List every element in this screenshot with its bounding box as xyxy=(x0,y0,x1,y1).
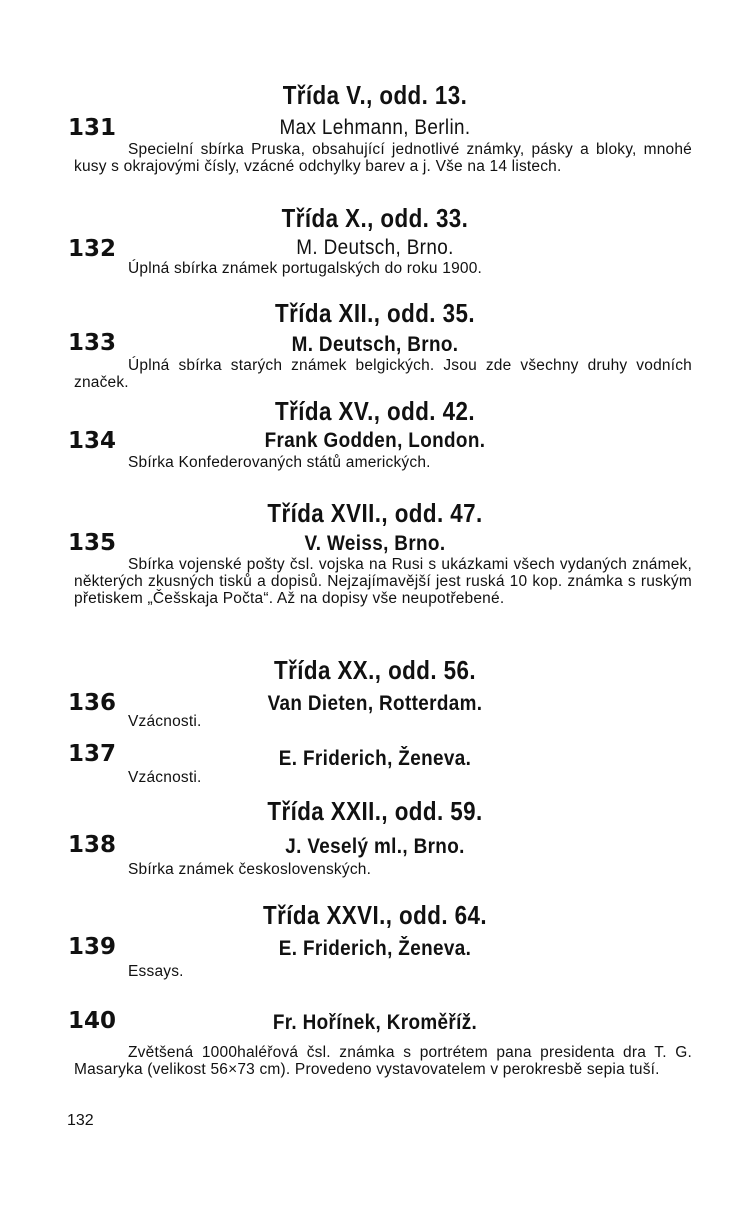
exhibitor-name: Frank Godden, London. xyxy=(264,429,486,452)
class-heading: Třída XX., odd. 56. xyxy=(273,655,476,685)
exhibitor-name: Max Lehmann, Berlin. xyxy=(279,116,471,139)
exhibitor-name: Fr. Hořínek, Kroměříž. xyxy=(272,1011,478,1034)
entry-description: Úplná sbírka starých známek belgických. Jsou zde všechny druhy vodních značek. xyxy=(74,357,692,391)
entry-number: 136 xyxy=(68,690,117,716)
class-heading: Třída XVII., odd. 47. xyxy=(267,498,483,528)
exhibitor-name: E. Friderich, Ženeva. xyxy=(278,747,472,770)
entry-description: Úplná sbírka známek portugalských do roku 1900. xyxy=(128,260,483,277)
entry-description: Vzácnosti. xyxy=(128,713,202,730)
entry-description: Essays. xyxy=(128,963,184,980)
class-heading: Třída XXII., odd. 59. xyxy=(267,796,483,826)
entry-number: 135 xyxy=(68,530,117,556)
class-heading: Třída XV., odd. 42. xyxy=(275,396,475,426)
entry-number: 138 xyxy=(68,832,117,858)
exhibitor-name: M. Deutsch, Brno. xyxy=(291,333,459,356)
page-number: 132 xyxy=(67,1112,94,1129)
class-heading: Třída XXVI., odd. 64. xyxy=(262,900,487,930)
exhibitor-name: V. Weiss, Brno. xyxy=(304,532,446,555)
exhibitor-name: J. Veselý ml., Brno. xyxy=(285,835,465,858)
class-heading: Třída X., odd. 33. xyxy=(281,203,469,233)
class-heading: Třída V., odd. 13. xyxy=(282,80,468,110)
entry-number: 140 xyxy=(68,1008,117,1034)
entry-description: Sbírka Konfederovaných států amerických. xyxy=(128,454,431,471)
exhibitor-name: E. Friderich, Ženeva. xyxy=(278,937,472,960)
exhibitor-name: Van Dieten, Rotterdam. xyxy=(267,692,483,715)
exhibitor-name: M. Deutsch, Brno. xyxy=(296,236,454,259)
entry-number: 132 xyxy=(68,236,117,262)
entry-description: Sbírka známek československých. xyxy=(128,861,372,878)
entry-description: Vzácnosti. xyxy=(128,769,202,786)
entry-number: 139 xyxy=(68,934,117,960)
entry-description: Zvětšená 1000haléřová čsl. známka s portrétem pana presidenta dra T. G. Masaryka (velikost 56×73 cm). Provedeno vystavovatelem v perokresbě sepia tuší. xyxy=(74,1044,692,1078)
entry-description: Sbírka vojenské pošty čsl. vojska na Rusi s ukázkami všech vydaných známek, některých zkusných tisků a dopisů. Nejzajímavější jest ruská 10 kop. známka s ruským přetiskem „Češskaja Počta“. Až na dopisy vše neupotřebené. xyxy=(74,556,692,607)
entry-number: 137 xyxy=(68,741,117,767)
entry-number: 133 xyxy=(68,330,117,356)
entry-number: 134 xyxy=(68,428,117,454)
entry-description: Specielní sbírka Pruska, obsahující jednotlivé známky, pásky a bloky, mnohé kusy s okrajovými čísly, vzácné odchylky barev a j. Vše na 14 listech. xyxy=(74,141,692,175)
class-heading: Třída XII., odd. 35. xyxy=(275,298,475,328)
entry-number: 131 xyxy=(68,115,117,141)
